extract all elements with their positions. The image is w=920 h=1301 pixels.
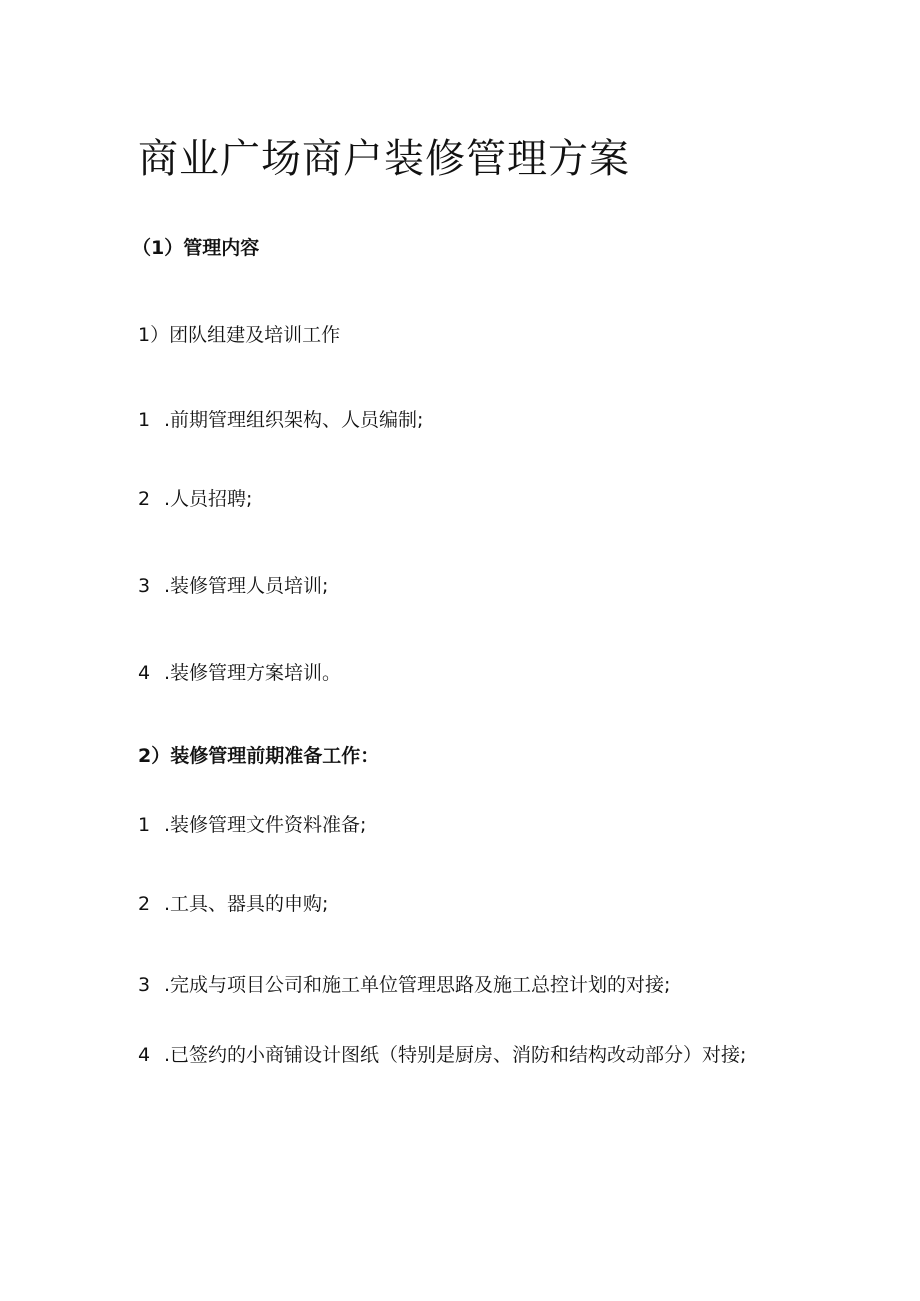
list-item [138, 661, 341, 685]
list-item-number: 1 [138, 814, 151, 836]
list-item [138, 813, 366, 837]
subsection-heading-1: 1）团队组建及培训工作 [138, 324, 341, 346]
list-item [138, 408, 423, 432]
list-item-number: 3 [138, 575, 151, 597]
list-item-text: .装修管理文件资料准备; [164, 814, 367, 836]
list-item [138, 892, 328, 916]
list-item [138, 1029, 768, 1082]
list-item [138, 973, 670, 997]
list-item-number: 2 [138, 488, 151, 510]
list-item-text: .前期管理组织架构、人员编制; [164, 409, 424, 431]
list-item-text: .人员招聘; [164, 488, 253, 510]
list-item-text: .装修管理方案培训。 [164, 662, 342, 684]
list-item-text: .完成与项目公司和施工单位管理思路及施工总控计划的对接; [164, 974, 671, 996]
list-item-text: .装修管理人员培训; [164, 575, 329, 597]
section-heading: （1）管理内容 [132, 237, 260, 259]
list-item-number: 2 [138, 893, 151, 915]
subsection-heading-2: 2）装修管理前期准备工作： [138, 745, 380, 767]
list-item-text: .工具、器具的申购; [164, 893, 329, 915]
list-item-number: 1 [138, 409, 151, 431]
document-title: 商业广场商户装修管理方案 [138, 136, 630, 182]
list-item-text: .已签约的小商铺设计图纸（特别是厨房、消防和结构改动部分）对接; [164, 1044, 747, 1066]
list-item [138, 487, 252, 511]
list-item-number: 4 [138, 1044, 151, 1066]
list-item-number: 3 [138, 974, 151, 996]
list-item-number: 4 [138, 662, 151, 684]
list-item [138, 574, 328, 598]
